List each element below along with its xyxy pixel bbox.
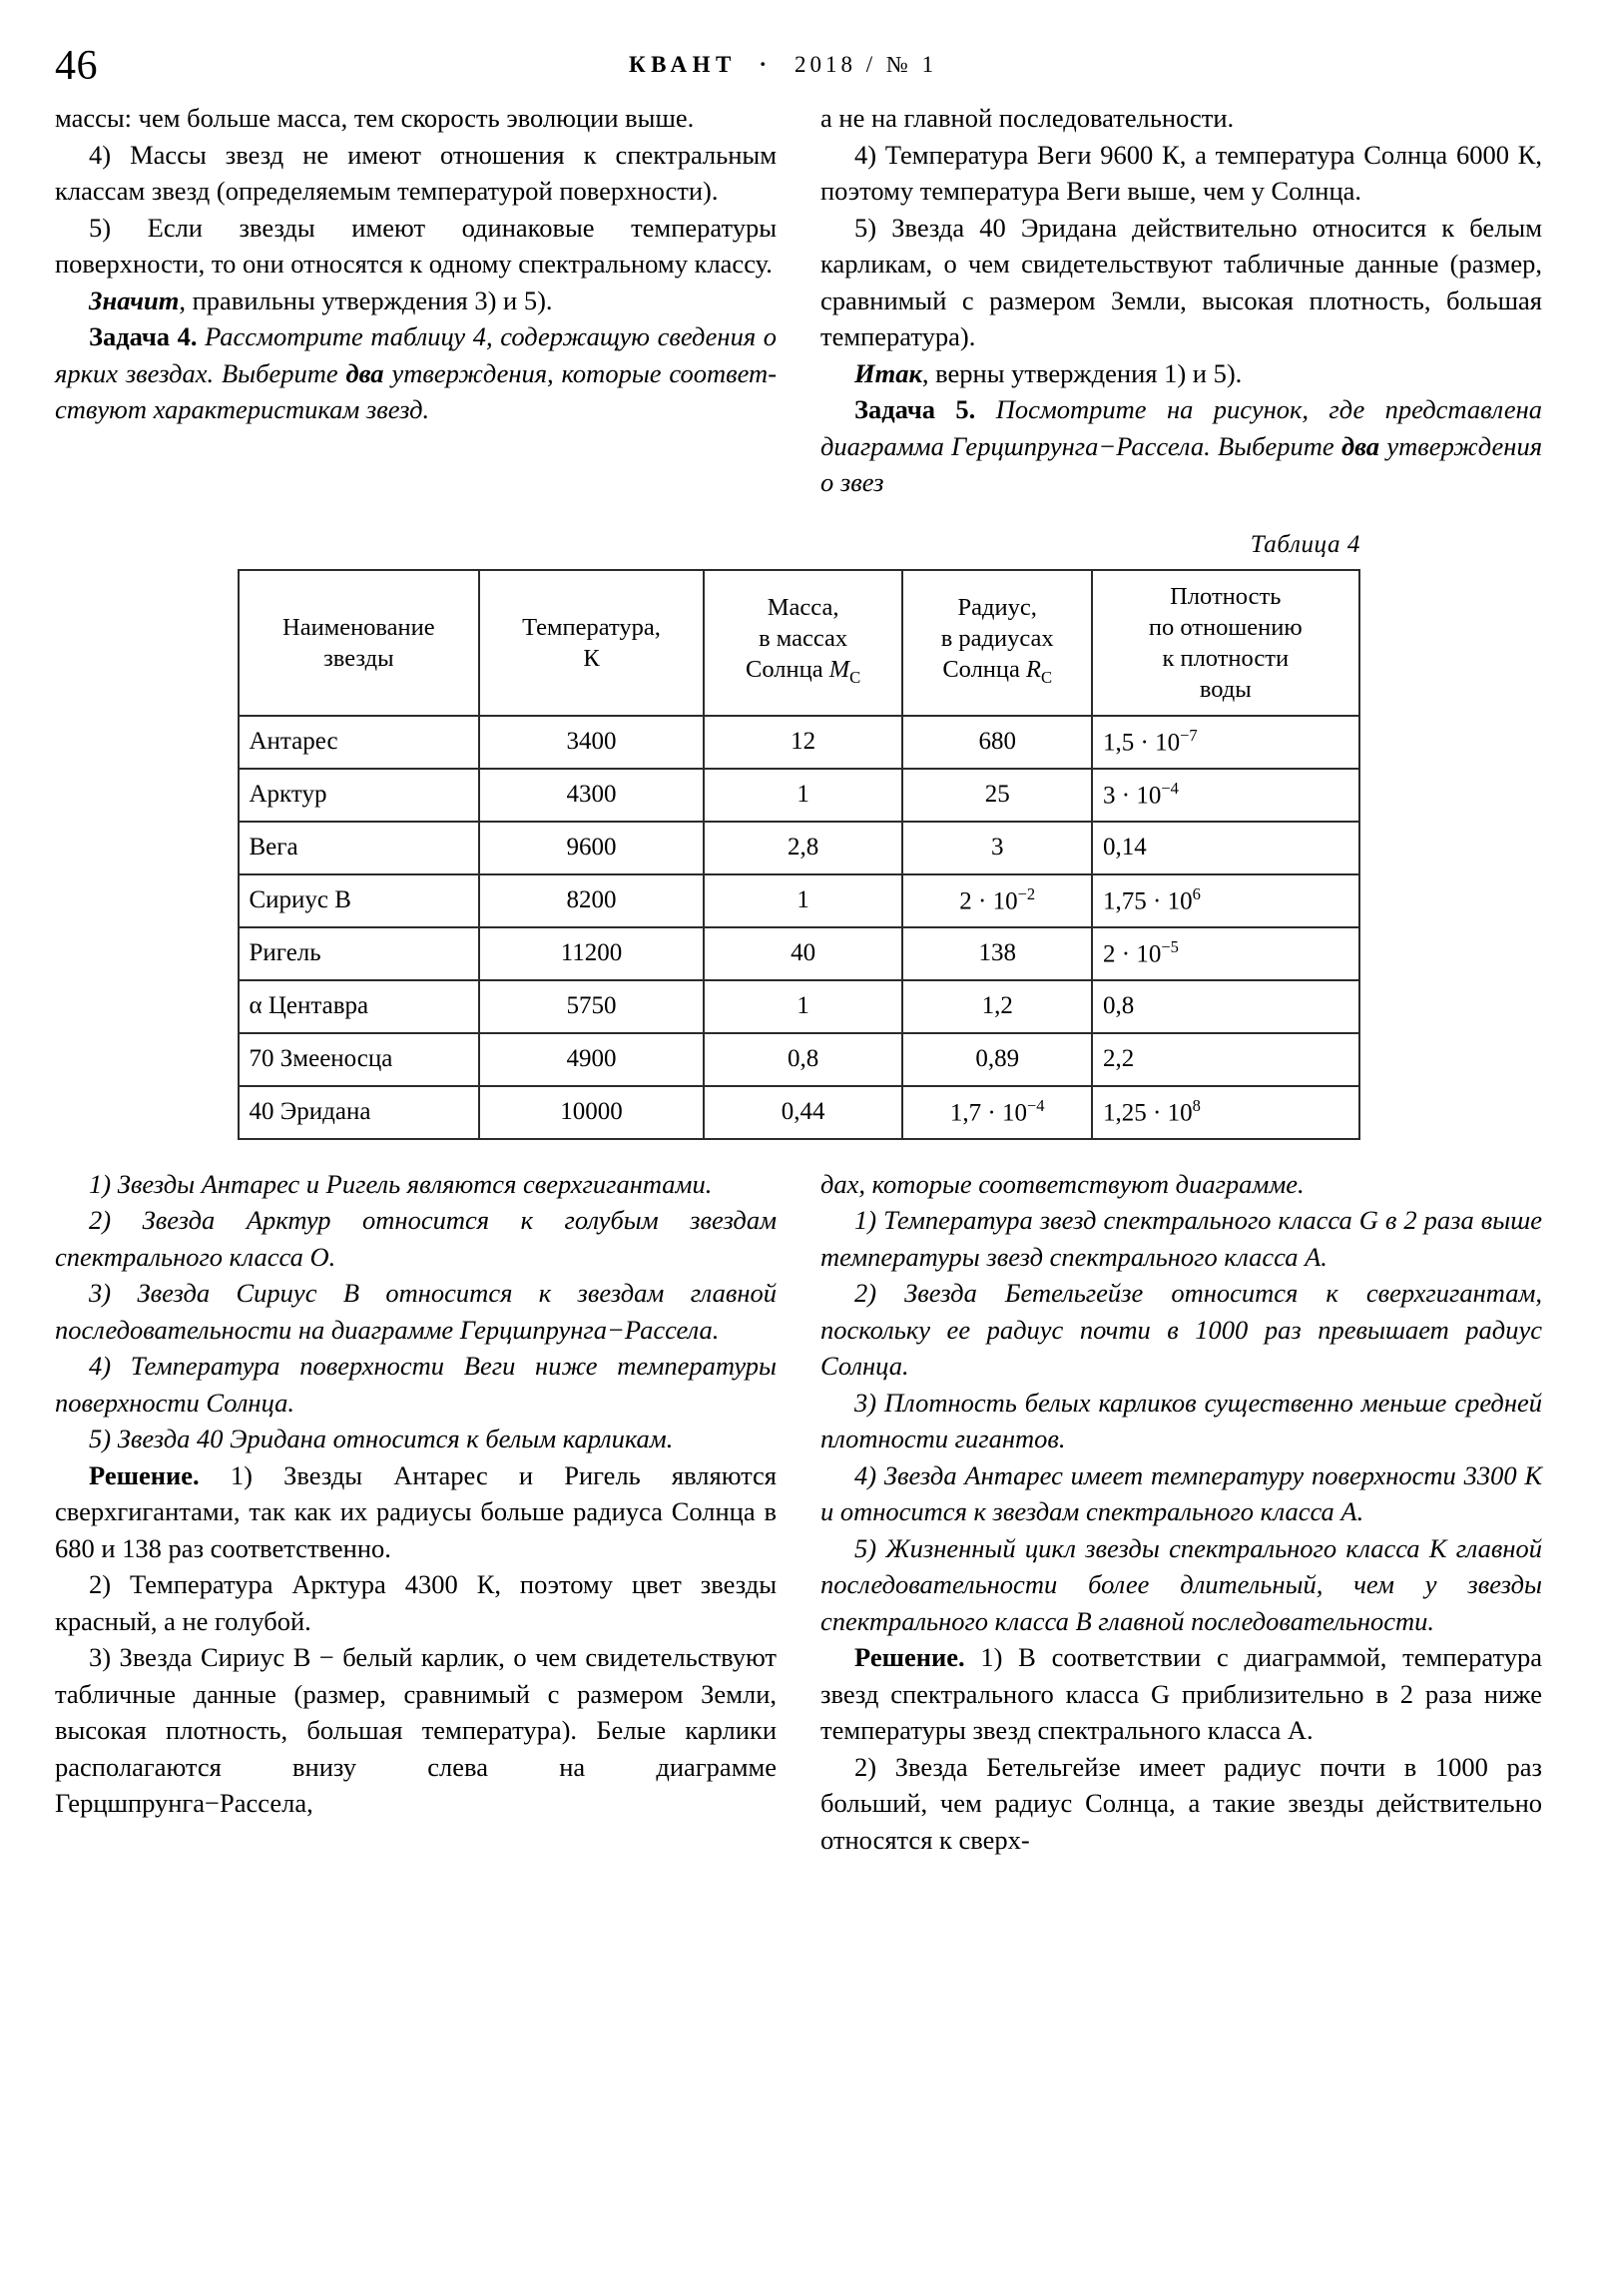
col-header-temp-l1: Температура, [522,613,661,641]
solution-paragraph [55,1457,777,1567]
cell-mass: 0,44 [704,1086,903,1139]
conclusion-paragraph [820,355,1542,392]
statement-item: 3) Плотность белых карликов существенно меньше средней плотности гигантов. [820,1387,1542,1453]
conclusion-keyword: Итак [854,357,922,388]
task-text: Рассмотрите таблицу 4, содержащую сведения о ярких звездах. Выберите [55,321,777,388]
task-label: Задача 4. [89,321,198,351]
statement-item: 4) Звезда Антарес имеет температуру поверхности 3300 К и относится к звездам спектрального класса А. [820,1459,1542,1526]
page-header [55,38,1542,100]
paragraph: массы: чем больше масса, тем скорость эволюции выше. [55,103,695,133]
cell-radius: 1,2 [902,980,1092,1033]
conclusion-paragraph [55,283,777,319]
task-label: Задача 5. [854,394,976,424]
journal-running-head [629,52,937,78]
task-text: Посмотрите на рисунок, где представлена диаграмма Герцшпрунга−Рассела. Выберите [820,394,1543,461]
cell-density: $1,75 \cdot 10^6$ [1092,874,1358,927]
paragraph: 5) Если звезды имеют одинаковые температуры поверхности, то они относятся к одному спектральному классу. [55,212,777,279]
table-body [239,716,1359,1139]
cell-radius: $2 \cdot 10^{-2}$ [902,874,1092,927]
bottom-columns [55,1166,1542,1859]
solution-paragraph: 2) Звезда Бетельгейзе имеет радиус почти в 1000 раз больший, чем радиус Солнца, а такие звезды действительно относятся к сверх- [820,1751,1542,1855]
statement-item: 4) Температура поверхности Веги ниже температуры поверхности Солнца. [55,1351,777,1418]
cell-temperature: 3400 [479,716,704,769]
statement-item: 5) Жизненный цикл звезды спектрального класса К главной последовательности более длительный, чем у звезды спектрального класса В главной последовательности. [820,1532,1542,1636]
mass-subscript: С [849,667,861,687]
cell-temperature: 9600 [479,822,704,874]
table-block [55,531,1542,1140]
solution-text: 1) В соответствии с диаграммой, температура звезд спектрального класса G приблизительно в 2 раза ниже температуры звезд спектрального класса А. [820,1642,1542,1745]
cell-temperature: 4300 [479,769,704,822]
table-row [239,1033,1359,1086]
col-header-mass-l2: в массах [759,625,848,653]
table-row [239,980,1359,1033]
statement-item: 3) Звезда Сириус В относится к звездам главной последовательности на диаграмме Герцшпрунга−Рассела. [55,1278,777,1345]
table-row [239,874,1359,927]
table-row [239,927,1359,980]
cell-density: $3 \cdot 10^{-4}$ [1092,769,1358,822]
solution-paragraph: 2) Температура Арктура 4300 К, поэтому цвет звезды красный, а не голубой. [55,1569,777,1636]
cell-mass: 1 [704,980,903,1033]
solution-paragraph: 3) Звезда Сириус В − белый карлик, о чем свидетельствуют табличные данные (размер, сравнимый с размером Земли, высокая плотность, большая температура). Белые карлики располагаются внизу слева на диаграмме Герцшпрунга−Рассела, [55,1642,777,1818]
statement-item: 5) Звезда 40 Эридана относится к белым карликам. [89,1424,674,1453]
cell-density: 0,8 [1092,980,1358,1033]
conclusion-text: , верны утверждения 1) и 5). [921,357,1243,388]
conclusion-text: , правильны утверждения 3) и 5). [179,285,553,315]
cell-mass: 40 [704,927,903,980]
solution-text: 1) Звезды Антарес и Ригель являются сверхгигантами, так как их радиусы больше радиуса Солнца в 680 и 138 раз соответственно. [55,1459,777,1563]
paragraph: 4) Температура Веги 9600 К, а температура Солнца 6000 К, поэтому температура Веги выше, чем у Солнца. [820,139,1542,206]
cell-mass: 0,8 [704,1033,903,1086]
cell-density: $1,5 \cdot 10^{-7}$ [1092,716,1358,769]
task-paragraph [820,391,1542,501]
table-head [239,570,1359,716]
radius-subscript: С [1041,667,1053,687]
col-header-density [1092,570,1358,716]
cell-density: 2,2 [1092,1033,1358,1086]
conclusion-keyword: Значит [89,285,180,315]
cell-radius: 680 [902,716,1092,769]
table-row [239,1086,1359,1139]
cell-star-name: 40 Эридана [239,1086,480,1139]
cell-star-name: Антарес [239,716,480,769]
col-header-temperature [479,570,704,716]
journal-issue: 2018 / № 1 [795,52,938,77]
task-text-cont: утверждения, которые соответствуют характеристикам звезд. [55,357,778,424]
table-caption: Таблица 4 [1250,530,1360,558]
table-header-row [239,570,1359,716]
task-emphasis: два [1341,430,1380,461]
col-header-temp-l2: К [583,644,600,672]
cell-star-name: 70 Змееносца [239,1033,480,1086]
cell-temperature: 8200 [479,874,704,927]
cell-density: $2 \cdot 10^{-5}$ [1092,927,1358,980]
cell-star-name: Арктур [239,769,480,822]
cell-radius: 25 [902,769,1092,822]
cell-mass: 12 [704,716,903,769]
statement-item: 1) Звезды Антарес и Ригель являются сверхгигантами. [89,1168,713,1199]
cell-radius: $1,7 \cdot 10^{-4}$ [902,1086,1092,1139]
cell-mass: 2,8 [704,822,903,874]
left-column-bottom [55,1166,777,1822]
cell-temperature: 10000 [479,1086,704,1139]
top-columns [55,100,1542,501]
solution-paragraph [820,1639,1542,1749]
statement-item: 2) Звезда Бетельгейзе относится к сверхгигантам, поскольку ее радиус почти в 1000 раз превышает радиус Солнца. [820,1278,1542,1381]
col-header-radius-l3: Солнца $R_С$ [942,656,1053,687]
left-column-top [55,100,777,428]
cell-density: $1,25 \cdot 10^8$ [1092,1086,1358,1139]
cell-star-name: Сириус В [239,874,480,927]
col-header-mass-l3: Солнца $M_С$ [745,656,861,687]
col-header-dens-l2: по отношению [1148,613,1303,641]
paragraph: 5) Звезда 40 Эридана действительно относится к белым карликам, о чем свидетельствуют табличные данные (размер, сравнимый с размером Земли, высокая плотность, большая температура). [820,212,1542,351]
cell-temperature: 4900 [479,1033,704,1086]
cell-radius: 3 [902,822,1092,874]
paragraph: а не на главной последовательности. [820,103,1235,133]
cell-mass: 1 [704,874,903,927]
table-row [239,716,1359,769]
task-paragraph [55,318,777,428]
col-header-mass-l1: Масса, [767,594,839,622]
page-number: 46 [55,43,98,89]
col-header-radius [902,570,1092,716]
cell-star-name: Вега [239,822,480,874]
cell-mass: 1 [704,769,903,822]
col-header-name-l1: Наименование [282,613,435,641]
right-column-bottom [820,1166,1542,1859]
solution-label: Решение. [854,1642,965,1672]
paragraph: 4) Массы звезд не имеют отношения к спектральным классам звезд (определяемым температурой поверхности). [55,139,777,206]
cell-radius: 0,89 [902,1033,1092,1086]
col-header-radius-l2: в радиусах [940,625,1054,653]
cell-density: 0,14 [1092,822,1358,874]
statement-item: 1) Температура звезд спектрального класса G в 2 раза выше температуры звезд спектрального класса А. [820,1205,1542,1272]
header-separator: · [759,52,773,77]
cell-temperature: 5750 [479,980,704,1033]
col-header-mass [704,570,903,716]
task-emphasis: два [345,357,384,388]
cell-star-name: Ригель [239,927,480,980]
col-header-dens-l3: к плотности [1162,644,1290,672]
col-header-dens-l1: Плотность [1170,582,1282,610]
right-column-top [820,100,1542,501]
statement-item: 2) Звезда Арктур относится к голубым звездам спектрального класса О. [55,1205,777,1272]
col-header-name [239,570,480,716]
cell-radius: 138 [902,927,1092,980]
table-row [239,822,1359,874]
solution-label: Решение. [89,1459,200,1490]
col-header-dens-l4: воды [1199,675,1252,703]
col-header-radius-l1: Радиус, [957,594,1037,622]
journal-title: КВАНТ [628,52,737,77]
col-header-name-l2: звезды [323,644,394,672]
table-row [239,769,1359,822]
stars-table [238,569,1360,1140]
continuation-paragraph: дах, которые соответствуют диаграмме. [820,1168,1305,1199]
cell-temperature: 11200 [479,927,704,980]
task-text-cont: утверждения о звез [820,430,1543,497]
cell-star-name: α Центавра [239,980,480,1033]
